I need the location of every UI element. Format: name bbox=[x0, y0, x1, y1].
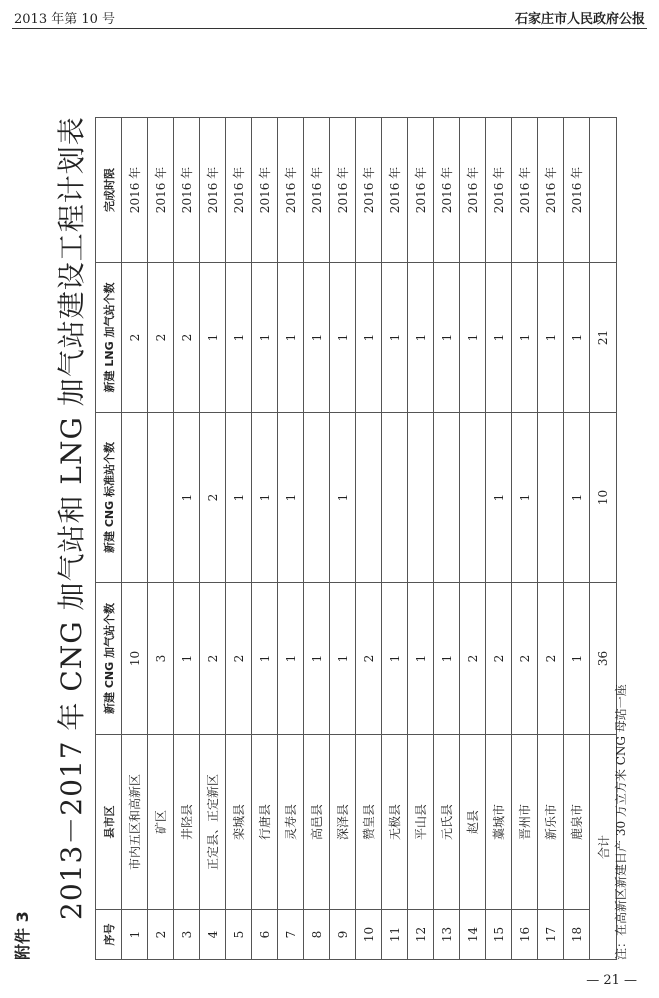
table-row bbox=[148, 118, 174, 960]
table-cell: 1 bbox=[434, 583, 460, 735]
table-cell: 市内五区和高新区 bbox=[122, 735, 148, 910]
table-cell: 深泽县 bbox=[330, 735, 356, 910]
total-cell: 合计 bbox=[590, 735, 617, 960]
table-header-row bbox=[96, 118, 122, 960]
table-cell bbox=[148, 413, 174, 583]
table-cell: 赵县 bbox=[460, 735, 486, 910]
table-cell: 2 bbox=[148, 263, 174, 413]
table-cell: 1 bbox=[122, 910, 148, 960]
table-cell bbox=[356, 413, 382, 583]
table-cell: 赞皇县 bbox=[356, 735, 382, 910]
table-cell: 5 bbox=[226, 910, 252, 960]
table-cell: 1 bbox=[486, 413, 512, 583]
table-cell: 晋州市 bbox=[512, 735, 538, 910]
table-cell: 8 bbox=[304, 910, 330, 960]
total-cell: 21 bbox=[590, 263, 617, 413]
header-divider bbox=[12, 28, 647, 29]
table-cell: 11 bbox=[382, 910, 408, 960]
table-cell: 1 bbox=[278, 263, 304, 413]
table-cell: 1 bbox=[382, 583, 408, 735]
table-cell bbox=[408, 413, 434, 583]
table-cell: 2016 年 bbox=[486, 118, 512, 263]
column-header: 新建 CNG 加气站个数 bbox=[96, 583, 122, 735]
table-cell: 16 bbox=[512, 910, 538, 960]
total-cell: 36 bbox=[590, 583, 617, 735]
table-cell: 2016 年 bbox=[330, 118, 356, 263]
table-cell: 18 bbox=[564, 910, 590, 960]
total-cell bbox=[590, 118, 617, 263]
table-cell: 1 bbox=[174, 413, 200, 583]
page-number: — 21 — bbox=[586, 973, 637, 988]
table-row bbox=[278, 118, 304, 960]
table-cell: 1 bbox=[434, 263, 460, 413]
table-cell bbox=[434, 413, 460, 583]
table-cell: 1 bbox=[512, 263, 538, 413]
table-cell: 2016 年 bbox=[512, 118, 538, 263]
table-row bbox=[460, 118, 486, 960]
table-row bbox=[252, 118, 278, 960]
table-cell: 藁城市 bbox=[486, 735, 512, 910]
table-cell: 1 bbox=[330, 413, 356, 583]
table-cell: 2016 年 bbox=[252, 118, 278, 263]
table-cell: 无极县 bbox=[382, 735, 408, 910]
table-cell: 14 bbox=[460, 910, 486, 960]
table-cell: 13 bbox=[434, 910, 460, 960]
table-cell: 1 bbox=[200, 263, 226, 413]
table-cell: 1 bbox=[564, 263, 590, 413]
table-cell: 1 bbox=[538, 263, 564, 413]
table-cell: 3 bbox=[174, 910, 200, 960]
table-cell: 10 bbox=[356, 910, 382, 960]
table-cell: 9 bbox=[330, 910, 356, 960]
rotated-content bbox=[0, 40, 659, 960]
table-cell: 17 bbox=[538, 910, 564, 960]
table-cell: 正定县、正定新区 bbox=[200, 735, 226, 910]
table-cell: 10 bbox=[122, 583, 148, 735]
table-cell: 1 bbox=[252, 413, 278, 583]
table-row bbox=[382, 118, 408, 960]
table-row bbox=[174, 118, 200, 960]
table-cell: 2 bbox=[174, 263, 200, 413]
table-cell: 1 bbox=[252, 583, 278, 735]
table-cell bbox=[460, 413, 486, 583]
table-cell: 1 bbox=[226, 263, 252, 413]
table-cell: 鹿泉市 bbox=[564, 735, 590, 910]
table-cell: 2 bbox=[460, 583, 486, 735]
table-body bbox=[122, 118, 617, 960]
table-row bbox=[226, 118, 252, 960]
table-row bbox=[434, 118, 460, 960]
table-cell: 1 bbox=[408, 583, 434, 735]
table-cell: 1 bbox=[330, 583, 356, 735]
table-row bbox=[356, 118, 382, 960]
table-cell: 2 bbox=[200, 413, 226, 583]
table-row bbox=[122, 118, 148, 960]
table-cell: 2016 年 bbox=[122, 118, 148, 263]
table-cell: 12 bbox=[408, 910, 434, 960]
table-cell: 1 bbox=[512, 413, 538, 583]
table-cell: 2 bbox=[200, 583, 226, 735]
table-cell: 1 bbox=[460, 263, 486, 413]
table-cell: 2016 年 bbox=[148, 118, 174, 263]
table-cell: 元氏县 bbox=[434, 735, 460, 910]
table-cell: 2016 年 bbox=[278, 118, 304, 263]
table-cell: 灵寿县 bbox=[278, 735, 304, 910]
table-row bbox=[486, 118, 512, 960]
table-cell: 7 bbox=[278, 910, 304, 960]
table-cell: 1 bbox=[564, 413, 590, 583]
table-cell: 1 bbox=[382, 263, 408, 413]
table-cell: 2 bbox=[226, 583, 252, 735]
table-cell: 矿区 bbox=[148, 735, 174, 910]
table-cell: 1 bbox=[564, 583, 590, 735]
column-header: 新建 CNG 标准站个数 bbox=[96, 413, 122, 583]
table-cell bbox=[538, 413, 564, 583]
table-cell: 2 bbox=[356, 583, 382, 735]
table-cell bbox=[122, 413, 148, 583]
table-cell: 2016 年 bbox=[564, 118, 590, 263]
table-cell: 6 bbox=[252, 910, 278, 960]
table-row bbox=[408, 118, 434, 960]
table-row bbox=[200, 118, 226, 960]
table-cell: 2 bbox=[538, 583, 564, 735]
table-cell: 新乐市 bbox=[538, 735, 564, 910]
table-cell: 1 bbox=[278, 413, 304, 583]
table-cell: 1 bbox=[174, 583, 200, 735]
table-cell: 1 bbox=[226, 413, 252, 583]
table-cell: 2 bbox=[512, 583, 538, 735]
construction-plan-table bbox=[95, 117, 617, 960]
column-header: 序号 bbox=[96, 910, 122, 960]
table-cell: 3 bbox=[148, 583, 174, 735]
table-cell: 2016 年 bbox=[304, 118, 330, 263]
table-row bbox=[304, 118, 330, 960]
table-cell: 栾城县 bbox=[226, 735, 252, 910]
table-cell: 1 bbox=[330, 263, 356, 413]
table-cell: 1 bbox=[408, 263, 434, 413]
column-header: 完成时限 bbox=[96, 118, 122, 263]
total-cell: 10 bbox=[590, 413, 617, 583]
table-cell bbox=[304, 413, 330, 583]
table-cell: 2016 年 bbox=[382, 118, 408, 263]
header-issue: 2013 年第 10 号 bbox=[14, 12, 116, 27]
table-row bbox=[330, 118, 356, 960]
table-row bbox=[538, 118, 564, 960]
table-cell: 2016 年 bbox=[434, 118, 460, 263]
table-cell: 2 bbox=[486, 583, 512, 735]
table-cell: 2016 年 bbox=[226, 118, 252, 263]
table-cell: 井陉县 bbox=[174, 735, 200, 910]
table-cell: 2 bbox=[122, 263, 148, 413]
table-cell: 1 bbox=[486, 263, 512, 413]
table-row bbox=[512, 118, 538, 960]
table-cell: 平山县 bbox=[408, 735, 434, 910]
table-row bbox=[564, 118, 590, 960]
table-cell: 15 bbox=[486, 910, 512, 960]
table-cell: 行唐县 bbox=[252, 735, 278, 910]
table-cell: 2016 年 bbox=[174, 118, 200, 263]
table-cell: 1 bbox=[304, 263, 330, 413]
table-cell: 2016 年 bbox=[408, 118, 434, 263]
table-cell: 1 bbox=[278, 583, 304, 735]
page-title: 2013－2017 年 CNG 加气站和 LNG 加气站建设工程计划表 bbox=[55, 116, 88, 920]
table-cell: 1 bbox=[304, 583, 330, 735]
table-cell: 2016 年 bbox=[356, 118, 382, 263]
table-cell: 1 bbox=[252, 263, 278, 413]
table-cell: 4 bbox=[200, 910, 226, 960]
header-publication: 石家庄市人民政府公报 bbox=[514, 12, 645, 27]
table-cell: 1 bbox=[356, 263, 382, 413]
column-header: 县市区 bbox=[96, 735, 122, 910]
column-header: 新建 LNG 加气站个数 bbox=[96, 263, 122, 413]
table-cell bbox=[382, 413, 408, 583]
table-cell: 2016 年 bbox=[460, 118, 486, 263]
table-cell: 2016 年 bbox=[200, 118, 226, 263]
annex-label: 附件 3 bbox=[13, 911, 32, 960]
table-cell: 2016 年 bbox=[538, 118, 564, 263]
table-cell: 高邑县 bbox=[304, 735, 330, 910]
table-note: 注：在高新区新建日产 30 万立方米 CNG 母站一座 bbox=[614, 684, 628, 960]
table-cell: 2 bbox=[148, 910, 174, 960]
